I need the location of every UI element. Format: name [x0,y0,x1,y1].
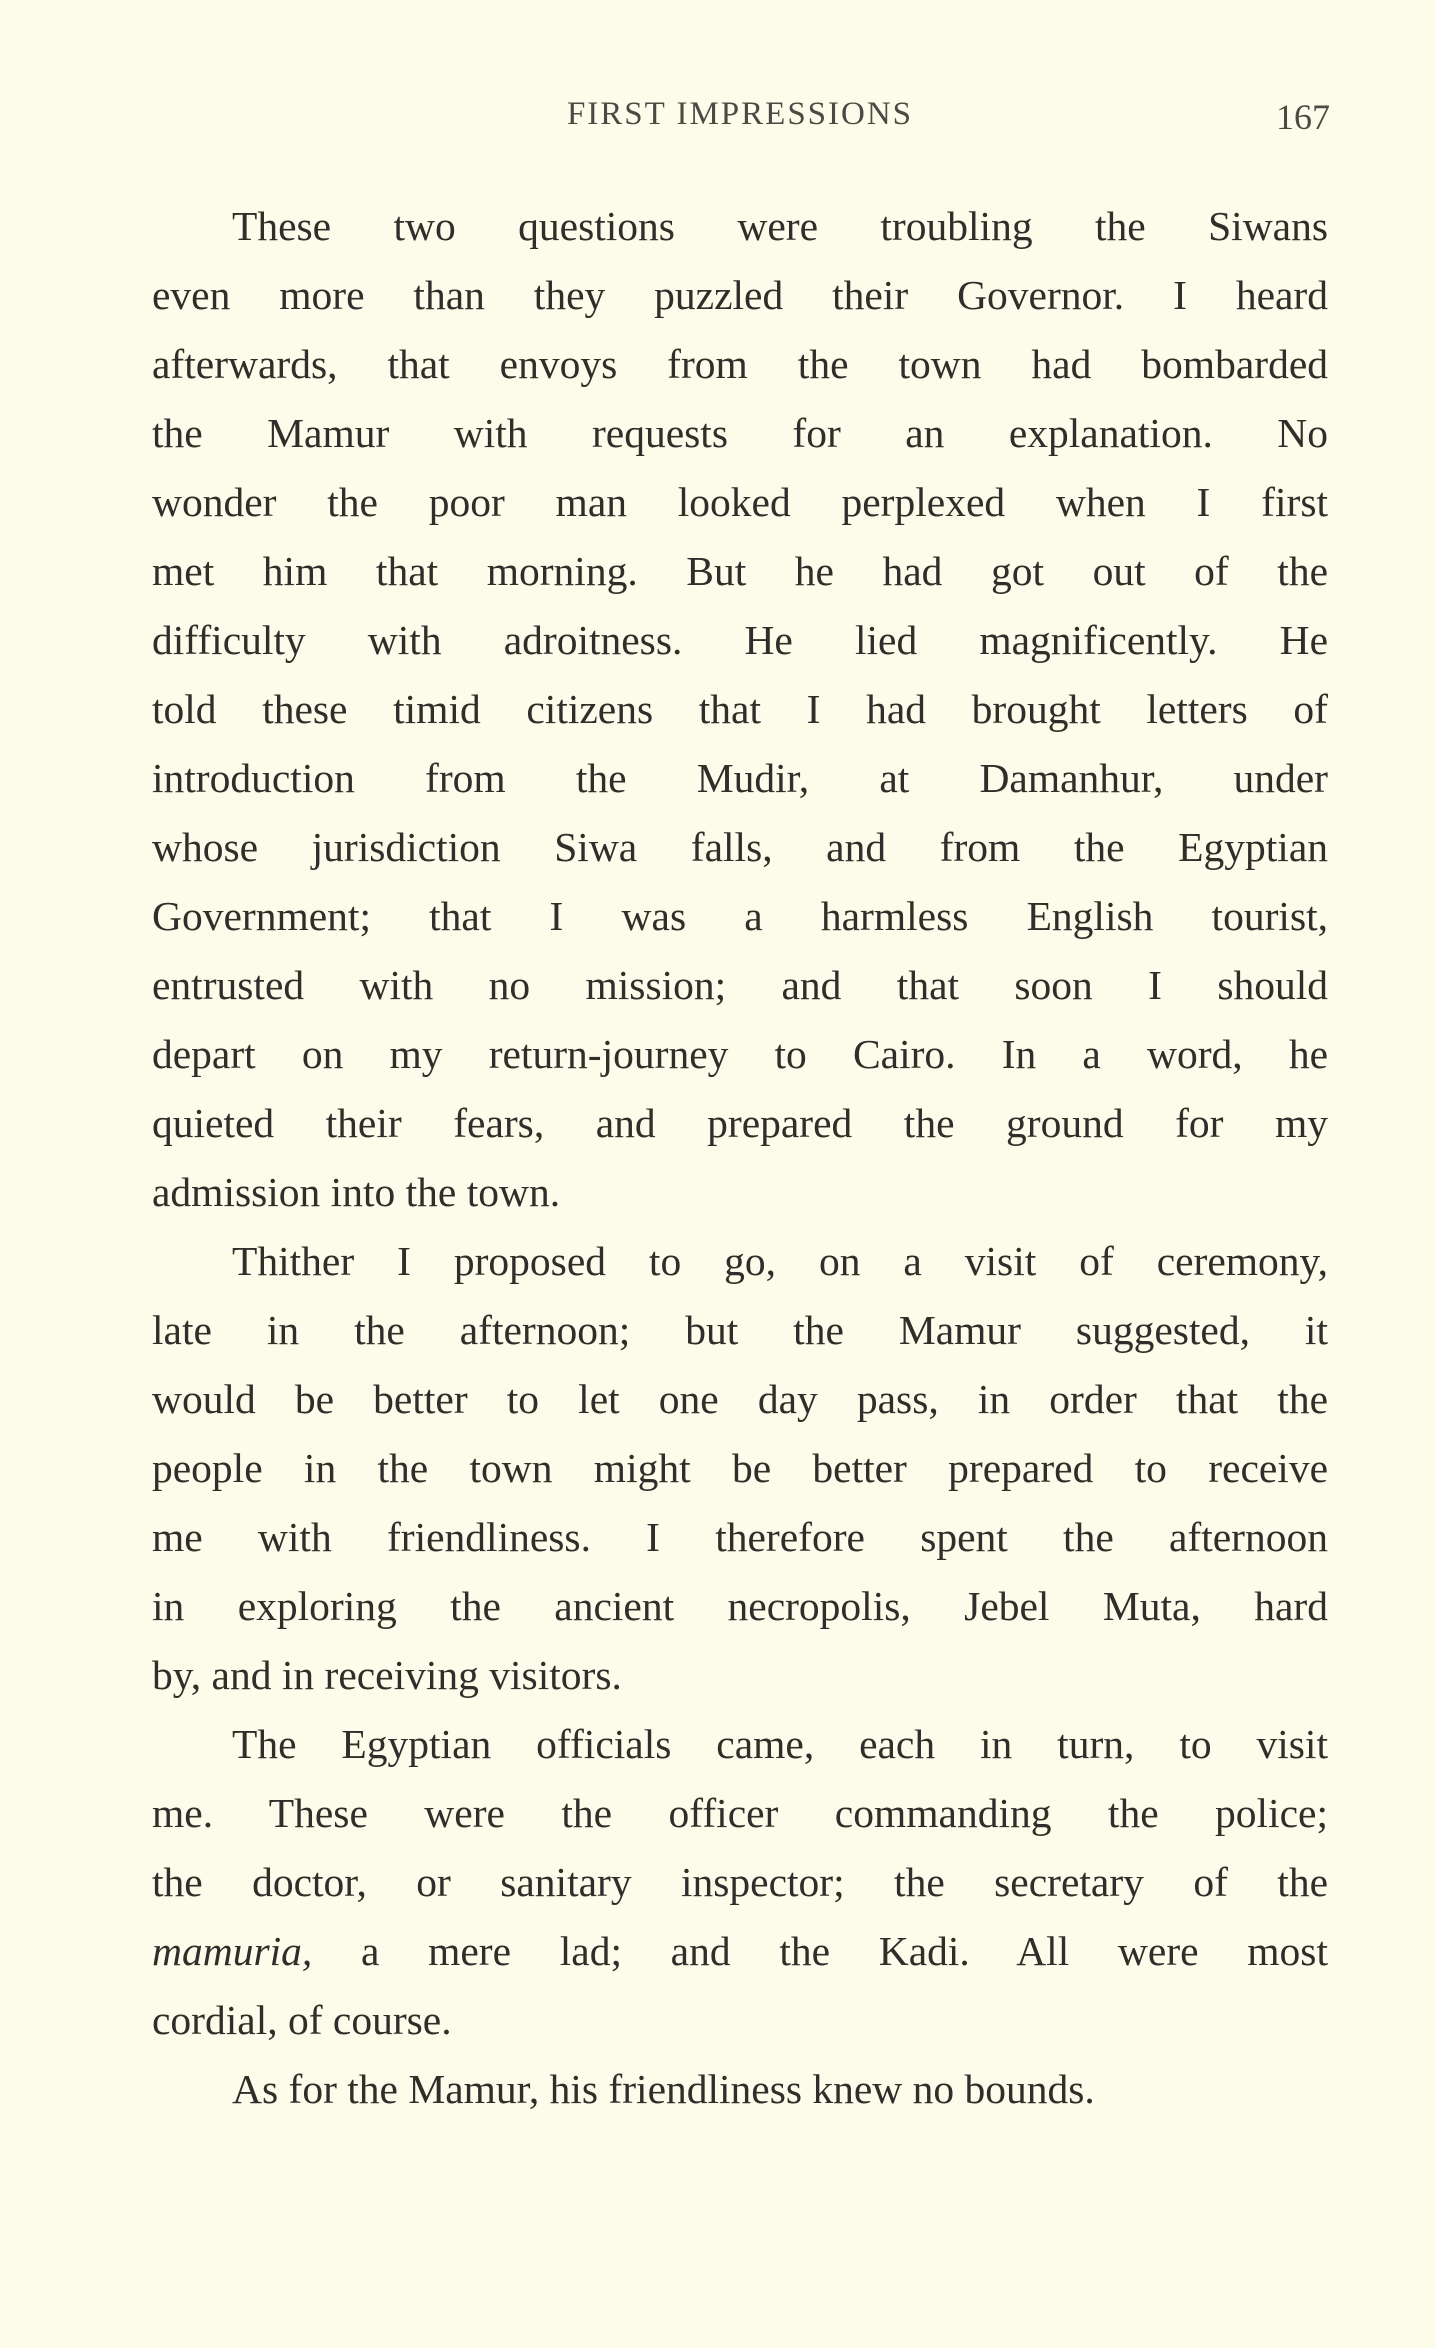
text-line: wonder the poor man looked perplexed when I first [152,479,1328,525]
text-line-with-italic [152,1917,1328,1986]
text-line: whose jurisdiction Siwa falls, and from the Egyptian [152,824,1328,870]
text-line: even more than they puzzled their Governor. I heard [152,272,1328,318]
text-line: late in the afternoon; but the Mamur suggested, it [152,1307,1328,1353]
text-line: met him that morning. But he had got out of the [152,548,1328,594]
text-line: would be better to let one day pass, in order that the [152,1376,1328,1422]
italic-word: mamuria, [152,1928,313,1974]
text-line-rest: a mere lad; and the Kadi. All were most [312,1928,1328,1974]
text-line: the Mamur with requests for an explanation. No [152,410,1328,456]
paragraph-3 [152,1710,1328,2055]
text-line: quieted their fears, and prepared the ground for my [152,1100,1328,1146]
text-line: the doctor, or sanitary inspector; the secretary of the [152,1859,1328,1905]
running-title: FIRST IMPRESSIONS [566,96,914,132]
text-line: introduction from the Mudir, at Damanhur, under [152,755,1328,801]
text-line: As for the Mamur, his friendliness knew no bounds. [232,2066,1095,2112]
text-line: These two questions were troubling the Siwans [232,203,1328,249]
text-line: depart on my return-journey to Cairo. In a word, he [152,1031,1328,1077]
text-line: people in the town might be better prepared to receive [152,1445,1328,1491]
text-line: difficulty with adroitness. He lied magnificently. He [152,617,1328,663]
paragraph-1 [152,192,1328,1227]
text-line: Thither I proposed to go, on a visit of ceremony, [232,1238,1328,1284]
paragraph-2 [152,1227,1328,1710]
running-head [150,96,1330,146]
text-line: Government; that I was a harmless English tourist, [152,893,1328,939]
text-line: told these timid citizens that I had brought letters of [152,686,1328,732]
text-line: by, and in receiving visitors. [152,1652,622,1698]
text-line: afterwards, that envoys from the town had bombarded [152,341,1328,387]
text-line: in exploring the ancient necropolis, Jebel Muta, hard [152,1583,1328,1629]
text-line: The Egyptian officials came, each in turn, to visit [232,1721,1328,1767]
paragraph-4 [152,2055,1328,2124]
text-line: cordial, of course. [152,1997,452,2043]
body-text [152,192,1328,2124]
text-line: entrusted with no mission; and that soon I should [152,962,1328,1008]
text-line: me with friendliness. I therefore spent the afternoon [152,1514,1328,1560]
page-number: 167 [1276,97,1330,137]
text-line: me. These were the officer commanding the police; [152,1790,1328,1836]
text-line: admission into the town. [152,1169,561,1215]
